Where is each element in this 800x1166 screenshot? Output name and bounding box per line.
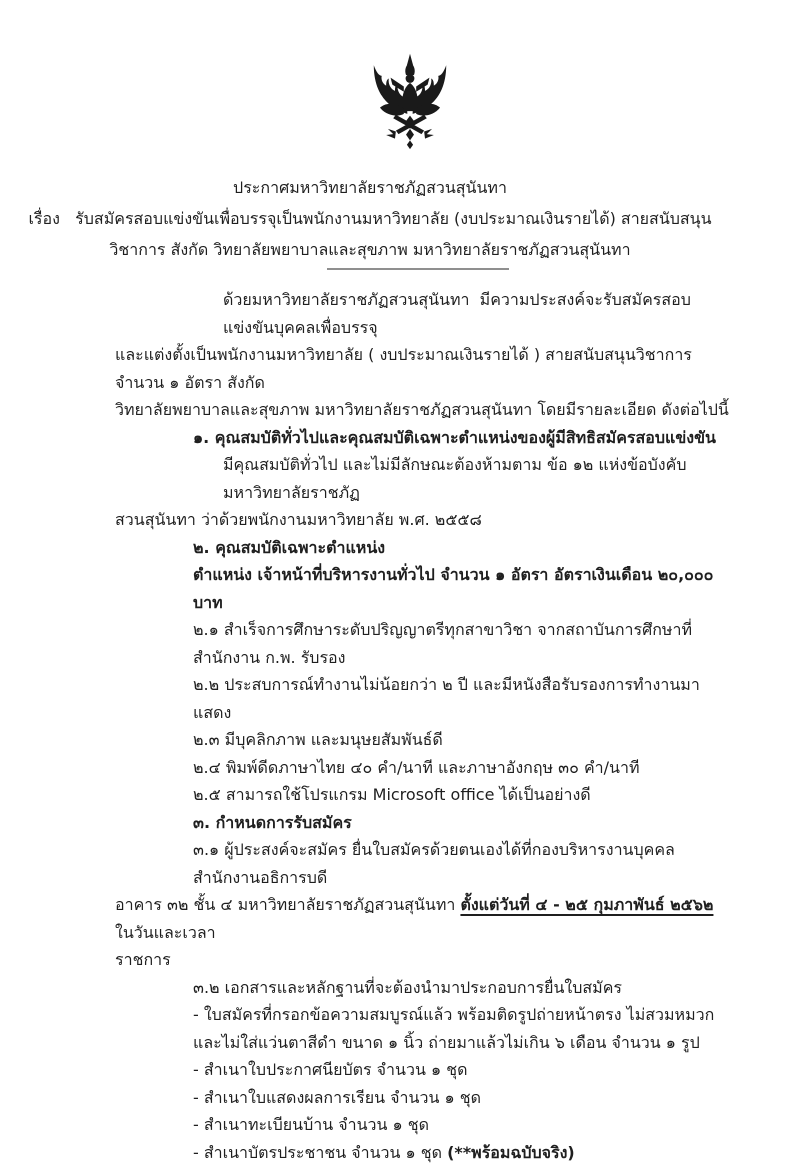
document-requirement-1-line-2: และไม่ใส่แว่นตาสีดำ ขนาด ๑ นิ้ว ถ่ายมาแล้วไม่เกิน ๖ เดือน จำนวน ๑ รูป bbox=[115, 1029, 737, 1057]
section2-item-4: ๒.๔ พิมพ์ดีดภาษาไทย ๔๐ คำ/นาที และภาษาอังกฤษ ๓๐ คำ/นาที bbox=[115, 754, 737, 782]
document-title-block bbox=[0, 172, 740, 265]
title-line-3: วิชาการ สังกัด วิทยาลัยพยาบาลและสุขภาพ มหาวิทยาลัยราชภัฏสวนสุนันทา bbox=[0, 234, 740, 265]
intro-line-3: วิทยาลัยพยาบาลและสุขภาพ มหาวิทยาลัยราชภัฏสวนสุนันทา โดยมีรายละเอียด ดังต่อไปนี้ bbox=[115, 396, 737, 424]
requirement-5-original-note: (**พร้อมฉบับจริง) bbox=[447, 1143, 575, 1162]
section2-position-line: ตำแหน่ง เจ้าหน้าที่บริหารงานทั่วไป จำนวน ๑ อัตรา อัตราเงินเดือน ๒๐,๐๐๐ บาท bbox=[115, 561, 737, 616]
section2-item-3: ๒.๓ มีบุคลิกภาพ และมนุษยสัมพันธ์ดี bbox=[115, 726, 737, 754]
intro-line-2: และแต่งตั้งเป็นพนักงานมหาวิทยาลัย ( งบประมาณเงินรายได้ ) สายสนับสนุนวิชาการ จำนวน ๑ อัตรา สังกัด bbox=[115, 341, 737, 396]
title-line-2: เรื่อง รับสมัครสอบแข่งขันเพื่อบรรจุเป็นพนักงานมหาวิทยาลัย (งบประมาณเงินรายได้) สายสนับสนุน bbox=[0, 203, 740, 234]
document-requirement-4: - สำเนาทะเบียนบ้าน จำนวน ๑ ชุด bbox=[115, 1111, 737, 1139]
section3-item31-line-3: ราชการ bbox=[115, 946, 737, 974]
garuda-emblem-icon bbox=[357, 52, 463, 158]
intro-line-1: ด้วยมหาวิทยาลัยราชภัฏสวนสุนันทา มีความประสงค์จะรับสมัครสอบแข่งขันบุคคลเพื่อบรรจุ bbox=[115, 286, 737, 341]
section2-item-1: ๒.๑ สำเร็จการศึกษาระดับปริญญาตรีทุกสาขาวิชา จากสถาบันการศึกษาที่สำนักงาน ก.พ. รับรอง bbox=[115, 616, 737, 671]
section3-item32-heading: ๓.๒ เอกสารและหลักฐานที่จะต้องนำมาประกอบการยื่นใบสมัคร bbox=[115, 974, 737, 1002]
document-requirement-2: - สำเนาใบประกาศนียบัตร จำนวน ๑ ชุด bbox=[115, 1056, 737, 1084]
section3-item31-line-2 bbox=[115, 891, 737, 946]
section3-item31-line-1: ๓.๑ ผู้ประสงค์จะสมัคร ยื่นใบสมัครด้วยตนเองได้ที่กองบริหารงานบุคคล สำนักงานอธิการบดี bbox=[115, 836, 737, 891]
section1-heading: ๑. คุณสมบัติทั่วไปและคุณสมบัติเฉพาะตำแหน่งของผู้มีสิทธิสมัครสอบแข่งขัน bbox=[115, 424, 737, 452]
section3-heading: ๓. กำหนดการรับสมัคร bbox=[115, 809, 737, 837]
application-period-underlined: ตั้งแต่วันที่ ๔ - ๒๕ กุมภาพันธ์ ๒๕๖๒ bbox=[460, 895, 713, 914]
section1-body-line-1: มีคุณสมบัติทั่วไป และไม่มีลักษณะต้องห้ามตาม ข้อ ๑๒ แห่งข้อบังคับมหาวิทยาลัยราชภัฏ bbox=[115, 451, 737, 506]
section1-body-line-2: สวนสุนันทา ว่าด้วยพนักงานมหาวิทยาลัย พ.ศ. ๒๕๕๘ bbox=[115, 506, 737, 534]
section2-item-5: ๒.๕ สามารถใช้โปรแกรม Microsoft office ได้เป็นอย่างดี bbox=[115, 781, 737, 809]
title-divider-line bbox=[327, 268, 509, 270]
requirement-5-text: - สำเนาบัตรประชาชน จำนวน ๑ ชุด bbox=[193, 1143, 447, 1162]
section2-item-2: ๒.๒ ประสบการณ์ทำงานไม่น้อยกว่า ๒ ปี และมีหนังสือรับรองการทำงานมาแสดง bbox=[115, 671, 737, 726]
document-requirement-3: - สำเนาใบแสดงผลการเรียน จำนวน ๑ ชุด bbox=[115, 1084, 737, 1112]
document-requirement-5 bbox=[115, 1139, 737, 1166]
item31-line2-post: ในวันและเวลา bbox=[115, 923, 216, 942]
title-line-1: ประกาศมหาวิทยาลัยราชภัฏสวนสุนันทา bbox=[0, 172, 740, 203]
section2-heading: ๒. คุณสมบัติเฉพาะตำแหน่ง bbox=[115, 534, 737, 562]
document-requirement-1-line-1: - ใบสมัครที่กรอกข้อความสมบูรณ์แล้ว พร้อมติดรูปถ่ายหน้าตรง ไม่สวมหมวก bbox=[115, 1001, 737, 1029]
document-body bbox=[115, 286, 737, 1166]
item31-line2-pre: อาคาร ๓๒ ชั้น ๔ มหาวิทยาลัยราชภัฏสวนสุนันทา bbox=[115, 895, 460, 914]
